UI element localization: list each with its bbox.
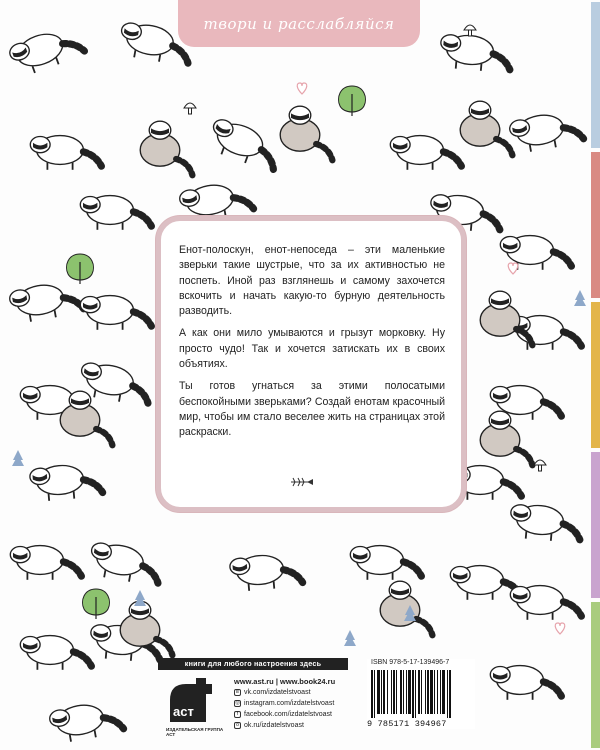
raccoon-illustration	[439, 33, 513, 73]
website-links: www.ast.ru | www.book24.ru	[234, 677, 336, 686]
raccoon-illustration	[508, 109, 584, 155]
barcode-bar	[381, 670, 382, 714]
imprint-text: ИЗДАТЕЛЬСКАЯ ГРУППА АСТ	[166, 727, 224, 737]
isbn-number: ISBN 978-5-17-139496-7	[371, 659, 450, 666]
raccoon-illustration	[509, 503, 583, 543]
series-banner	[178, 0, 420, 47]
heart-icon	[297, 83, 307, 94]
barcode-bar	[377, 670, 380, 714]
raccoon-illustration	[490, 666, 561, 700]
paragraph: Енот-полоскун, енот-непоседа – эти маленькие зверьки такие шустрые, что за их активностью не поспеть. Иной раз взглянешь и самому захочется вскочить и начать какую-то бурную деятельность разводить.	[179, 244, 445, 318]
raccoon-illustration	[280, 106, 332, 160]
raccoon-illustration	[350, 546, 421, 580]
barcode	[371, 670, 469, 718]
barcode-bar	[447, 670, 448, 718]
raccoon-illustration	[380, 581, 432, 635]
mushroom-icon	[534, 460, 546, 471]
sprig-icon	[289, 477, 315, 487]
barcode-bar	[391, 670, 392, 714]
social-instagram	[234, 698, 364, 709]
social-facebook	[234, 709, 364, 720]
raccoon-illustration	[48, 699, 124, 745]
raccoon-illustration	[20, 636, 91, 670]
fir-tree-icon	[344, 630, 356, 646]
heart-icon	[508, 263, 518, 274]
raccoon-illustration	[80, 296, 151, 330]
publisher-logo	[166, 676, 214, 728]
barcode-bar	[403, 670, 404, 714]
barcode-bar	[371, 670, 373, 718]
raccoon-illustration	[80, 196, 151, 230]
instagram-icon: ◎	[235, 700, 240, 706]
raccoon-illustration	[229, 552, 303, 592]
barcode-bar	[412, 670, 414, 718]
raccoon-illustration	[460, 101, 512, 155]
social-link: instagram.com/izdatelstvoast	[244, 700, 335, 707]
barcode-bar	[374, 670, 375, 718]
fir-tree-icon	[134, 590, 146, 606]
ean-digits: 9 785171 394967	[367, 719, 447, 729]
barcode-bar	[421, 670, 422, 714]
barcode-bar	[430, 670, 433, 714]
barcode-bar	[415, 670, 416, 718]
description-card	[156, 216, 466, 512]
color-tab	[591, 602, 600, 748]
raccoon-illustration	[7, 22, 86, 78]
description-text	[179, 243, 445, 448]
series-title: твори и расслабляйся	[203, 14, 395, 33]
barcode-bar	[396, 670, 397, 714]
color-tab	[591, 452, 600, 598]
color-tab	[591, 152, 600, 298]
social-link: vk.com/izdatelstvoast	[244, 689, 311, 696]
publisher-links	[234, 676, 364, 731]
publisher-slogan: книги для любого настроения здесь	[158, 658, 348, 670]
raccoon-illustration	[29, 462, 103, 502]
barcode-bar	[442, 670, 445, 714]
raccoon-illustration	[510, 586, 581, 620]
fir-tree-icon	[574, 290, 586, 306]
tree-icon	[83, 589, 110, 619]
social-link: facebook.com/izdatelstvoast	[244, 711, 332, 718]
barcode-bar	[425, 670, 426, 714]
vk-icon: в	[234, 689, 241, 696]
barcode-bar	[383, 670, 385, 714]
barcode-bar	[427, 670, 429, 714]
tree-icon	[67, 254, 94, 284]
social-odnoklassniki	[234, 720, 364, 731]
barcode-bar	[434, 670, 435, 714]
barcode-bar	[449, 670, 451, 718]
raccoon-illustration	[390, 136, 461, 170]
odnoklassniki-icon: о	[234, 722, 241, 729]
raccoon-illustration	[10, 546, 81, 580]
barcode-bar	[400, 670, 402, 714]
barcode-bar	[408, 670, 411, 714]
social-link: ok.ru/izdatelstvoast	[244, 722, 304, 729]
barcode-bar	[418, 670, 420, 714]
mushroom-icon	[184, 103, 196, 114]
paragraph: Ты готов угнаться за этими полосатыми беспокойными зверьками? Создай енотам красочный мир, чтобы им стало веселее жить на страницах этой раскраски.	[179, 380, 445, 439]
raccoon-illustration	[30, 136, 101, 170]
barcode-bar	[437, 670, 438, 714]
color-tab	[591, 302, 600, 448]
color-tab	[591, 2, 600, 148]
fir-tree-icon	[12, 450, 24, 466]
heart-icon	[555, 623, 565, 634]
barcode-bar	[440, 670, 441, 714]
logo-text: аст	[173, 704, 194, 719]
mushroom-icon	[464, 25, 476, 36]
barcode-bar	[387, 670, 388, 714]
raccoon-illustration	[87, 541, 163, 587]
raccoon-illustration	[205, 116, 284, 172]
barcode-bar	[393, 670, 395, 714]
tree-icon	[339, 86, 366, 116]
raccoon-illustration	[8, 279, 84, 325]
barcode-block	[367, 659, 475, 729]
color-tabs	[591, 0, 600, 750]
barcode-bar	[406, 670, 407, 714]
raccoon-illustration	[140, 121, 192, 175]
social-vk	[234, 687, 364, 698]
facebook-icon: f	[234, 711, 241, 718]
paragraph: А как они мило умываются и грызут морковку. Ну просто чудо! Так и хочется затискать их в своих объятиях.	[179, 327, 445, 371]
raccoon-illustration	[480, 411, 532, 465]
